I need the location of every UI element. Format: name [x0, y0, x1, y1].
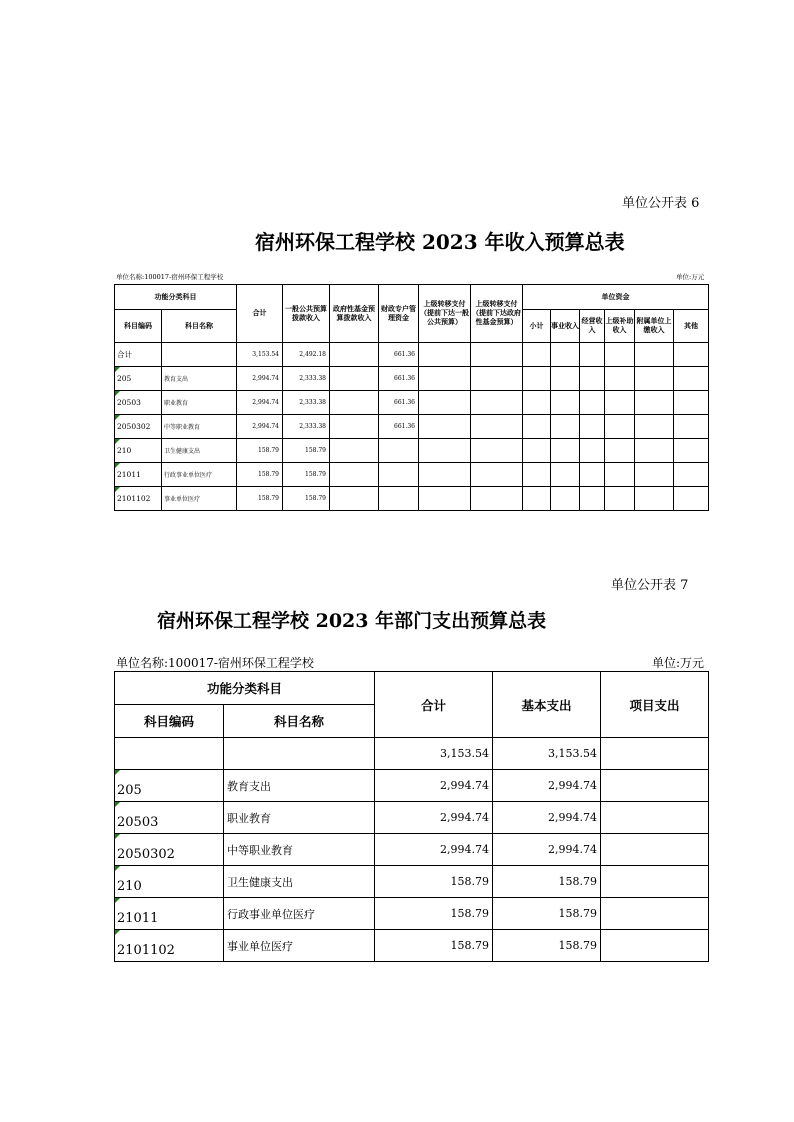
header-name: 科目名称	[224, 705, 375, 738]
row-total: 158.79	[237, 463, 283, 487]
row-basic: 2,994.74	[493, 802, 601, 834]
row-name	[224, 738, 375, 770]
row-name: 职业教育	[162, 391, 237, 415]
row-total: 2,994.74	[237, 367, 283, 391]
cell-marker	[115, 898, 120, 903]
row-basic: 2,994.74	[493, 770, 601, 802]
row-fund	[330, 439, 379, 463]
row-name: 行政事业单位医疗	[162, 463, 237, 487]
row-total: 158.79	[375, 930, 493, 962]
row-fund	[330, 487, 379, 511]
cell-marker	[115, 439, 120, 444]
table-row	[115, 415, 709, 439]
cell-marker	[115, 487, 120, 492]
cell-marker	[115, 930, 120, 935]
header-total: 合计	[375, 672, 493, 738]
row-total: 2,994.74	[375, 770, 493, 802]
expenditure-budget-table	[114, 671, 709, 962]
table-row	[115, 343, 709, 367]
row-code: 2050302	[117, 422, 151, 431]
row-special	[379, 463, 419, 487]
row-code: 20503	[117, 815, 159, 830]
header-code: 科目编码	[115, 705, 224, 738]
row-name: 中等职业教育	[224, 834, 375, 866]
row-special	[379, 487, 419, 511]
table-row	[115, 487, 709, 511]
row-fund	[330, 463, 379, 487]
table7-unit: 单位:万元	[652, 656, 705, 670]
cell-marker	[115, 367, 120, 372]
row-special	[379, 439, 419, 463]
table-row	[115, 391, 709, 415]
row-name: 教育支出	[224, 770, 375, 802]
row-code: 205	[117, 374, 132, 383]
row-general: 2,492.18	[283, 343, 330, 367]
header-business-income: 事业收入	[551, 310, 580, 343]
row-project	[601, 898, 709, 930]
row-total: 158.79	[375, 898, 493, 930]
table-row	[115, 367, 709, 391]
row-code: 2101102	[117, 943, 175, 958]
row-code: 210	[117, 446, 132, 455]
table6-tag: 单位公开表 6	[622, 196, 700, 211]
header-basic-expenditure: 基本支出	[493, 672, 601, 738]
header-total: 合计	[237, 285, 283, 343]
row-general: 158.79	[283, 463, 330, 487]
header-operating-income: 经营收入	[580, 310, 605, 343]
table7-tag: 单位公开表 7	[611, 578, 689, 593]
row-total: 2,994.74	[237, 415, 283, 439]
row-name: 事业单位医疗	[162, 487, 237, 511]
cell-marker	[115, 463, 120, 468]
row-code: 20503	[117, 398, 141, 407]
header-function-category: 功能分类科目	[115, 285, 237, 310]
cell-marker	[115, 770, 120, 775]
header-name: 科目名称	[162, 310, 237, 343]
row-special: 661.36	[379, 391, 419, 415]
row-project	[601, 834, 709, 866]
table6-title: 宿州环保工程学校 2023 年收入预算总表	[255, 230, 625, 254]
row-name: 卫生健康支出	[162, 439, 237, 463]
row-total: 2,994.74	[375, 834, 493, 866]
row-project	[601, 930, 709, 962]
row-total: 158.79	[375, 866, 493, 898]
table-row	[115, 930, 709, 962]
table7-unit-name: 单位名称:100017-宿州环保工程学校	[116, 656, 314, 670]
row-code: 2050302	[117, 847, 175, 862]
table-row	[115, 463, 709, 487]
row-general: 2,333.38	[283, 391, 330, 415]
cell-marker	[115, 802, 120, 807]
header-affiliated-income: 附属单位上缴收入	[635, 310, 674, 343]
row-basic: 158.79	[493, 866, 601, 898]
row-general: 158.79	[283, 487, 330, 511]
table7-title: 宿州环保工程学校 2023 年部门支出预算总表	[157, 610, 547, 632]
header-subsidy-income: 上级补助收入	[605, 310, 635, 343]
header-other: 其他	[674, 310, 709, 343]
row-total: 3,153.54	[375, 738, 493, 770]
cell-marker	[115, 834, 120, 839]
row-fund	[330, 367, 379, 391]
table-row	[115, 439, 709, 463]
row-total: 158.79	[237, 487, 283, 511]
row-project	[601, 738, 709, 770]
table-row	[115, 866, 709, 898]
row-code: 21011	[117, 911, 159, 926]
row-total: 2,994.74	[237, 391, 283, 415]
header-subtotal: 小计	[523, 310, 551, 343]
header-transfer-general: 上级转移支付（提前下达一般公共预算）	[419, 285, 471, 343]
row-general: 2,333.38	[283, 367, 330, 391]
row-basic: 3,153.54	[493, 738, 601, 770]
row-code: 合计	[115, 343, 162, 367]
table-row	[115, 802, 709, 834]
row-total: 2,994.74	[375, 802, 493, 834]
row-fund	[330, 415, 379, 439]
row-total: 158.79	[237, 439, 283, 463]
row-general: 2,333.38	[283, 415, 330, 439]
table-row	[115, 898, 709, 930]
table-row	[115, 738, 709, 770]
row-project	[601, 802, 709, 834]
row-code: 2101102	[117, 494, 151, 503]
header-general-budget: 一般公共预算拨款收入	[283, 285, 330, 343]
header-unit-funds: 单位资金	[523, 285, 709, 310]
header-project-expenditure: 项目支出	[601, 672, 709, 738]
table-row	[115, 770, 709, 802]
row-name	[162, 343, 237, 367]
row-name: 事业单位医疗	[224, 930, 375, 962]
row-code	[115, 738, 224, 770]
row-basic: 2,994.74	[493, 834, 601, 866]
header-function-category: 功能分类科目	[115, 672, 375, 705]
header-transfer-fund: 上级转移支付（提前下达政府性基金预算）	[471, 285, 523, 343]
row-code: 210	[117, 879, 142, 894]
cell-marker	[115, 866, 120, 871]
row-fund	[330, 391, 379, 415]
table6-unit: 单位:万元	[676, 273, 705, 281]
row-special: 661.36	[379, 343, 419, 367]
row-name: 教育支出	[162, 367, 237, 391]
row-basic: 158.79	[493, 930, 601, 962]
row-project	[601, 770, 709, 802]
header-government-fund: 政府性基金预算拨款收入	[330, 285, 379, 343]
row-project	[601, 866, 709, 898]
row-name: 行政事业单位医疗	[224, 898, 375, 930]
row-special: 661.36	[379, 367, 419, 391]
cell-marker	[115, 391, 120, 396]
row-general: 158.79	[283, 439, 330, 463]
row-fund	[330, 343, 379, 367]
row-basic: 158.79	[493, 898, 601, 930]
row-name: 职业教育	[224, 802, 375, 834]
row-special: 661.36	[379, 415, 419, 439]
income-budget-table	[114, 284, 709, 511]
header-special-account: 财政专户管理资金	[379, 285, 419, 343]
cell-marker	[115, 415, 120, 420]
row-total: 3,153.54	[237, 343, 283, 367]
row-name: 卫生健康支出	[224, 866, 375, 898]
row-code: 21011	[117, 470, 141, 479]
table-row	[115, 834, 709, 866]
row-name: 中等职业教育	[162, 415, 237, 439]
header-code: 科目编码	[115, 310, 162, 343]
row-code: 205	[117, 783, 142, 798]
table6-unit-name: 单位名称:100017-宿州环保工程学校	[116, 273, 224, 281]
